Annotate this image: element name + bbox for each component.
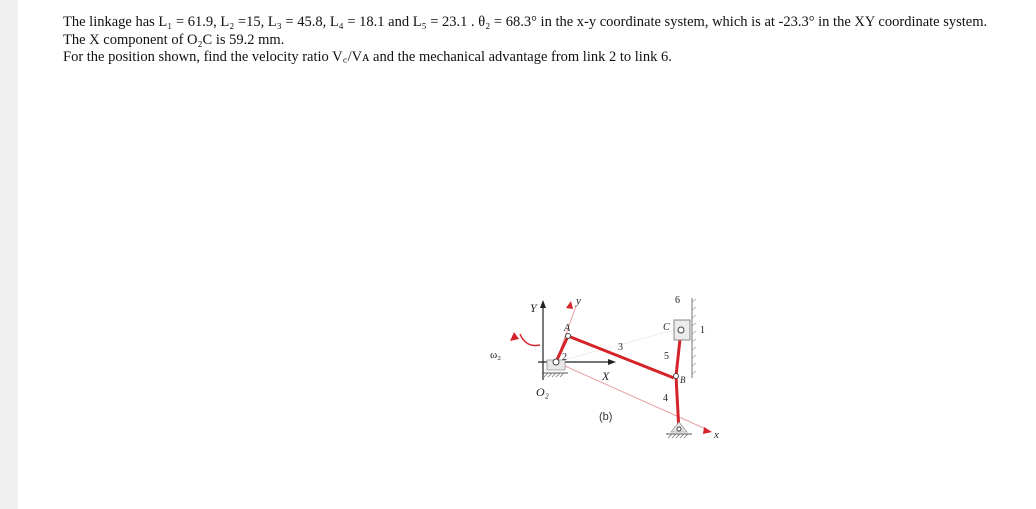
- omega-arrow-icon: [510, 332, 519, 341]
- label-link-3: 3: [618, 342, 623, 353]
- o2-label: O₂: [536, 385, 549, 399]
- label-b: B: [680, 375, 686, 385]
- slider-guide-hatch: [692, 299, 696, 374]
- joint-a: [566, 334, 571, 339]
- x-rot-arrow-icon: [703, 427, 712, 434]
- y-rot-arrow-icon: [566, 301, 573, 309]
- label-link-5: 5: [664, 351, 669, 362]
- label-link-6: 6: [675, 295, 680, 306]
- pale-o2c-line: [556, 329, 678, 362]
- pale-x-line: [556, 362, 708, 430]
- o2-ground-hatch: [544, 373, 564, 377]
- linkage-diagram: [478, 288, 738, 440]
- joint-o4: [677, 427, 681, 431]
- label-c: C: [663, 322, 670, 333]
- joint-c: [678, 327, 684, 333]
- label-link-2: 2: [562, 352, 567, 363]
- x-rot-label: x: [714, 429, 719, 440]
- linkage-figure: [478, 288, 738, 440]
- o4-ground-hatch: [668, 434, 688, 438]
- problem-line-2: The X component of O₂C is 59.2 mm.: [63, 31, 285, 48]
- label-ground-1: 1: [700, 325, 705, 336]
- document-page: [18, 0, 1036, 509]
- joint-o2: [553, 359, 559, 365]
- figure-caption: (b): [599, 411, 613, 423]
- joint-b: [674, 374, 679, 379]
- problem-line-1: The linkage has L₁ = 61.9, L₂ =15, L₃ = 45.8, L₄ = 18.1 and L₅ = 23.1 . θ₂ = 68.3° in the x-y coordinate system, which is at -23.3° in the XY coordinate system.: [63, 14, 988, 30]
- label-a: A: [564, 323, 571, 334]
- y-axis-label: Y: [530, 301, 537, 315]
- omega-arc: [520, 334, 540, 346]
- y-rot-label: y: [576, 295, 581, 307]
- label-link-4: 4: [663, 393, 668, 404]
- omega-label: ω₂: [490, 349, 502, 361]
- y-axis-arrow-icon: [540, 300, 546, 308]
- x-axis-arrow-icon: [608, 359, 616, 365]
- problem-line-3: For the position shown, find the velocity ratio V꜀/Vᴀ and the mechanical advantage from link 2 to link 6.: [63, 49, 672, 65]
- x-axis-label: X: [602, 369, 610, 383]
- problem-statement: [63, 14, 1033, 67]
